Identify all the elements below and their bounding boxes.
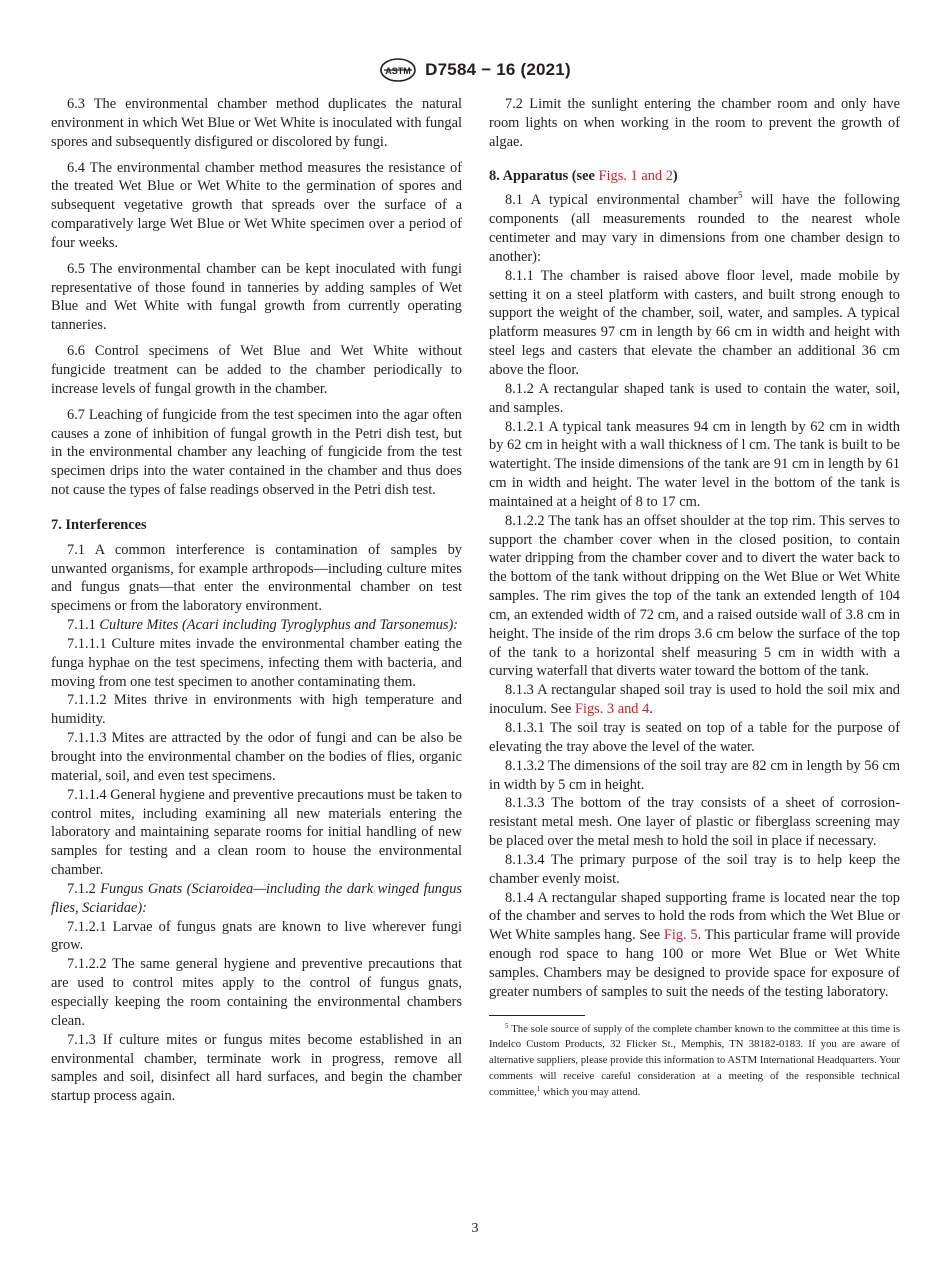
left-column — [51, 95, 462, 1106]
para-8-1-2-1: 8.1.2.1 A typical tank measures 94 cm in length by 62 cm in width by 62 cm in height with a wall thickness of l cm. The tank is built to be watertight. The inside dimensions of the tank are 91 cm in length by 61 cm in width and height. The water level in the bottom of the tank is maintained at a height of 8 to 17 cm. — [489, 418, 900, 510]
footnote-5-mark: 5 — [505, 1021, 509, 1030]
para-8-1-text-a: 8.1 A typical environmental chamber — [505, 192, 739, 209]
para-6-5: 6.5 The environmental chamber can be kept inoculated with fungi representative of those found in tanneries by adding samples of Wet Blue and Wet White with fungal growth from currently operating tanneries. — [51, 260, 462, 334]
footnote-ref-5[interactable]: 5 — [738, 190, 743, 201]
heading-8-suffix: ) — [672, 167, 678, 184]
para-6-7: 6.7 Leaching of fungicide from the test specimen into the agar often causes a zone of inhibition of fungal growth in the Petri dish test, but in the environmental chamber any leaching of fungicide from the test specimen drips into the water contained in the chamber and thus does not cause the types of false readings observed in the Petri dish test. — [51, 406, 462, 499]
para-6-6: 6.6 Control specimens of Wet Blue and Wet White without fungicide treatment can be added to the chamber periodically to increase levels of fungal growth in the chamber. — [51, 343, 462, 397]
para-7-1-1-number: 7.1.1 — [67, 617, 96, 634]
para-8-1-3-text-b: . — [649, 701, 653, 718]
para-8-1-3 — [489, 681, 900, 719]
para-7-1-2-2: 7.1.2.2 The same general hygiene and preventive precautions that are used to control mites apply to the control of fungus gnats, especially keeping the room containing the environmental chambers clean. — [51, 956, 462, 1029]
footnote-ref-1[interactable]: 1 — [536, 1084, 541, 1093]
logo-text: ASTM — [385, 66, 411, 76]
para-7-1-2-title: Fungus Gnats (Sciaroidea—including the dark winged fungus flies, Sciaridae): — [51, 880, 462, 916]
footnote-divider — [489, 1015, 585, 1016]
para-7-1-2 — [51, 880, 462, 918]
para-8-1-3-3: 8.1.3.3 The bottom of the tray consists of a sheet of corrosion-resistant metal mesh. One layer of plastic or fiberglass screening may be placed over the metal mesh to hold the soil in place if necessary. — [489, 795, 900, 850]
para-8-1-3-1: 8.1.3.1 The soil tray is seated on top of a table for the purpose of elevating the tray above the level of the water. — [489, 720, 900, 755]
para-7-1-1-3: 7.1.1.3 Mites are attracted by the odor of fungi and can be also be brought into the environmental chamber on the bodies of flies, organic material, soil, and even test specimens. — [51, 730, 462, 784]
para-7-1-2-number: 7.1.2 — [67, 880, 96, 897]
para-7-1: 7.1 A common interference is contamination of samples by unwanted organisms, for example arthropods—including culture mites and fungus gnats—that enter the environmental chamber on test specimens or from the laboratory environment. — [51, 541, 462, 615]
para-7-1-1-title: Culture Mites (Acari including Tyroglyphus and Tarsonemus): — [99, 617, 459, 634]
para-8-1 — [489, 191, 900, 266]
section-heading-7: 7. Interferences — [51, 516, 147, 533]
para-8-1-2: 8.1.2 A rectangular shaped tank is used to contain the water, soil, and samples. — [489, 380, 900, 416]
heading-8-prefix: 8. Apparatus (see — [489, 167, 599, 184]
fig-5-link[interactable]: Fig. 5 — [663, 927, 698, 944]
page-header — [0, 56, 950, 84]
para-7-1-1 — [51, 616, 462, 635]
para-7-1-1-4: 7.1.1.4 General hygiene and preventive precautions must be taken to control mites, including examining all new materials entering the laboratory and maintaining separate rooms for initial handling of new samples for testing and a clean room to house the environmental chamber. — [51, 786, 462, 879]
para-8-1-1: 8.1.1 The chamber is raised above floor level, made mobile by setting it on a steel platform with casters, and built strong enough to support the weight of the chamber, soil, water, and samples. A typical platform measures 97 cm in length by 66 cm in width and height with steel legs and casters that elevate the chamber an additional 36 cm above the floor. — [489, 267, 900, 378]
para-8-1-text-b: will have the following components (all measurements rounded to the nearest whole centimeter and may vary in dimensions from one chamber design to another): — [489, 192, 901, 265]
para-6-3: 6.3 The environmental chamber method duplicates the natural environment in which Wet Blue or Wet White is inoculated with fungal spores and subsequently disfigured or discolored by fungi. — [51, 96, 462, 150]
section-heading-8 — [489, 167, 900, 186]
para-8-1-3-text-a: 8.1.3 A rectangular shaped soil tray is used to hold the soil mix and inoculum. See — [489, 682, 900, 718]
astm-logo-icon — [379, 57, 417, 83]
para-8-1-4-text-a: 8.1.4 A rectangular shaped supporting frame is located near the top of the chamber and serves to hold the rods from which the Wet Blue or Wet White samples hang. See — [489, 889, 900, 944]
footnote-5 — [489, 1022, 900, 1101]
right-column — [489, 95, 900, 1101]
standard-designation: D7584 − 16 (2021) — [425, 60, 571, 79]
para-8-1-3-4: 8.1.3.4 The primary purpose of the soil tray is to help keep the chamber evenly moist. — [489, 851, 900, 887]
footnote-5-text-a: The sole source of supply of the complete chamber known to the committee at this time is Indelco Custom Products, 32 Flicker St., Memphis, TN 38182-0183. If you are aware of alternative suppliers, please provide this information to ASTM International Headquarters. Your comments will receive careful consideration at a meeting of the responsible technical committee, — [489, 1022, 900, 1098]
para-6-4: 6.4 The environmental chamber method measures the resistance of the treated Wet Blue or Wet White to the germination of spores and subsequent vegetative growth that spreads over the surface of a comparatively large Wet Blue or Wet White specimen over a period of four weeks. — [51, 159, 462, 251]
para-8-1-4-text-b: . This particular frame will provide enough rod space to hang 100 or more Wet Blue or Wet White samples. Chambers may be designed to provide space for exposure of greater numbers of samples to suit the needs of the testing laboratory. — [489, 927, 900, 1000]
para-8-1-4 — [489, 889, 900, 1002]
para-8-1-3-2: 8.1.3.2 The dimensions of the soil tray are 82 cm in length by 56 cm in width by 5 cm in height. — [489, 757, 900, 793]
para-7-1-1-1: 7.1.1.1 Culture mites invade the environmental chamber eating the funga hyphae on the test specimens, infecting them with bacteria, and moving from one test specimen to another contaminating them. — [51, 635, 462, 690]
para-7-2: 7.2 Limit the sunlight entering the chamber room and only have room lights on when working in the room to prevent the growth of algae. — [489, 96, 900, 150]
page-number: 3 — [471, 1221, 479, 1236]
para-7-1-3: 7.1.3 If culture mites or fungus mites become established in an environmental chamber, terminate work in progress, remove all samples and soil, disinfect all hard surfaces, and begin the chamber startup process again. — [51, 1031, 462, 1105]
footnote-5-text-b: which you may attend. — [540, 1085, 641, 1098]
para-7-1-1-2: 7.1.1.2 Mites thrive in environments with high temperature and humidity. — [51, 692, 462, 728]
figs-1-2-link[interactable]: Figs. 1 and 2 — [598, 167, 673, 184]
para-7-1-2-1: 7.1.2.1 Larvae of fungus gnats are known to live wherever fungi grow. — [51, 918, 462, 954]
figs-3-4-link[interactable]: Figs. 3 and 4 — [574, 701, 650, 718]
para-8-1-2-2: 8.1.2.2 The tank has an offset shoulder at the top rim. This serves to support the chamber cover when in the closed position, to contain water dripping from the chamber cover and to divert the water back to the bottom of the tank without dripping on the Wet Blue or Wet White samples. The rim gives the top of the tank an extended length of 104 cm, an extended width of 72 cm, and a raised outside wall of 3.8 cm in height. The inside of the rim drops 3.6 cm below the surface of the top of the tank to a horizontal shelf measuring 5 cm in width with a curving waterfall that diverts water toward the bottom of the tank. — [489, 512, 900, 680]
